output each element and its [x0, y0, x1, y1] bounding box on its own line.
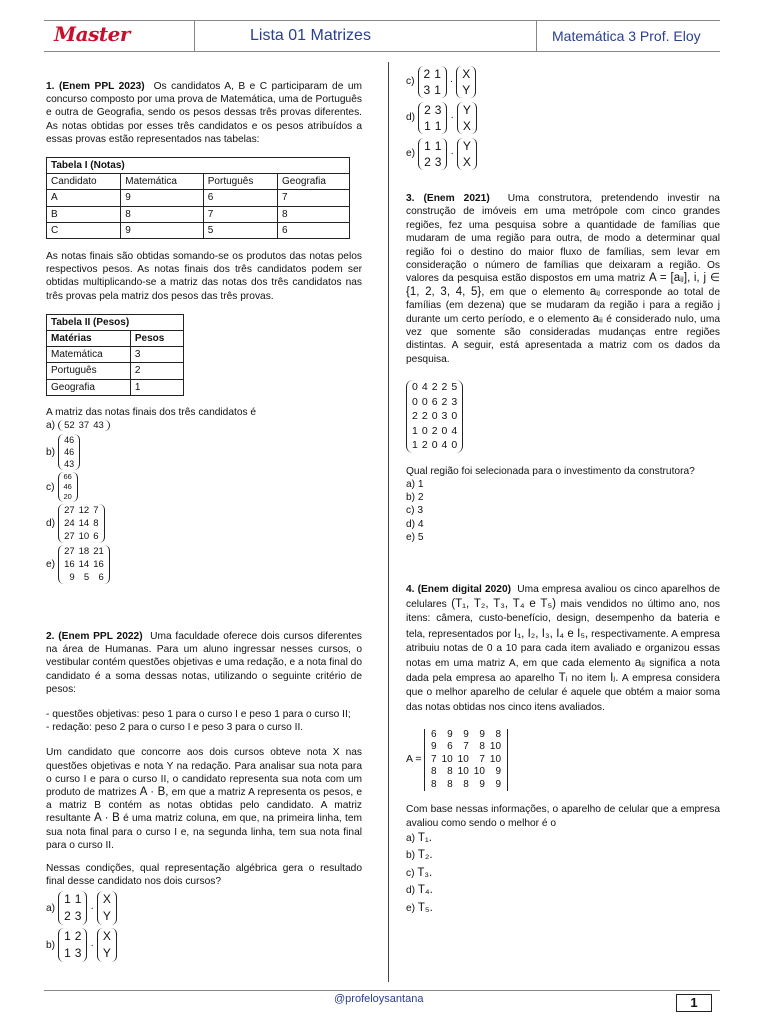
- matrix-cell: 20: [63, 492, 72, 502]
- matrix-cell: 7: [463, 741, 469, 753]
- page-footer: [44, 990, 720, 1013]
- q4-option: [406, 847, 720, 865]
- cell: 7: [203, 206, 277, 222]
- th: Português: [203, 174, 277, 190]
- formula: aᵢⱼ: [634, 657, 646, 670]
- q3-body3: corresponde ao total de famílias (em dezena) que se mudaram da região i para a região j durante um certo período, e o elemento: [406, 286, 720, 325]
- q1-body: Os candidatos A, B e C participaram de um concurso composto por uma prova de Matemática, uma de Português e outra de Geografia, sendo os pesos dessas três provas diferentes. As notas obtidas por esses três candidatos e os pesos atribuídos a essas provas estão representados nas tabelas:: [46, 81, 362, 145]
- q4-body3: respectivamente. A empresa atribuiu notas de 0 a 10 para cada item avaliado e organizou essas notas em uma matriz A, em que cada elemento: [406, 628, 720, 670]
- q3-body2: em que o elemento: [489, 286, 585, 298]
- option-value: T₄.: [417, 884, 433, 897]
- q4-options: [406, 830, 720, 918]
- q3-body1: Uma construtora, pretendendo investir na construção de imóveis em uma metrópole com cinco grandes regiões, fez uma pesquisa sobre a quantidade de famílias que mudaram de uma região para outra, de modo a determinar qual região foi o destino do maior fluxo de famílias, sem levar em consideração o número de famílias que deixaram a região. Os valores da pesquisa estão dispostos em uma matriz: [406, 193, 720, 285]
- matrix-cell: 2: [424, 103, 431, 117]
- weights-table: [46, 314, 184, 396]
- matrix-cell: 0: [421, 395, 428, 408]
- column-matrix: [58, 434, 80, 470]
- cell: 7: [278, 190, 350, 206]
- matrix-cell: Y: [462, 139, 471, 153]
- q1-question: A matriz das notas finais dos três candidatos é: [46, 406, 257, 418]
- option-label: a): [46, 902, 56, 914]
- column-vector: [97, 928, 117, 962]
- q1-option-d: [46, 504, 362, 543]
- matrix-cell: 2: [423, 67, 431, 81]
- matrix-cell: 52: [64, 420, 75, 432]
- matrix-cell: 8: [447, 766, 453, 778]
- matrix-cell: 9: [69, 572, 75, 584]
- q4-option: [406, 900, 720, 918]
- cell: Matemática: [47, 347, 131, 363]
- formula: Iⱼ.: [610, 672, 619, 685]
- matrix-cell: 9: [447, 728, 453, 740]
- th: Pesos: [130, 331, 183, 347]
- cell: C: [47, 222, 121, 238]
- q2-item2: - redação: peso 2 para o curso I e peso 3 para o curso II.: [46, 722, 304, 734]
- matrix-cell: 66: [63, 472, 72, 482]
- option-label: e): [406, 148, 416, 160]
- matrix-cell: 1: [434, 119, 442, 133]
- header-divider: [194, 21, 195, 51]
- cell: 5: [203, 222, 277, 238]
- option-label: d): [406, 112, 416, 124]
- matrix-cell: 0: [441, 424, 448, 437]
- q2-option-a: [46, 891, 362, 925]
- matrix-cell: 2: [431, 424, 438, 437]
- q2-continued: [406, 66, 720, 170]
- matrix-cell: 14: [78, 559, 90, 571]
- notes-table-caption: Tabela I (Notas): [47, 158, 350, 174]
- option-label: b): [406, 850, 416, 862]
- social-handle: @profeloysantana: [334, 993, 424, 1005]
- q3-option: d) 4: [406, 518, 424, 530]
- column-vector: [97, 891, 117, 925]
- cell: 3: [130, 347, 183, 363]
- matrix-cell: Y: [102, 909, 111, 924]
- matrix-cell: 2: [424, 155, 431, 169]
- matrix-cell: 2: [441, 381, 448, 394]
- q2-item1: - questões objetivas: peso 1 para o curso I e peso 1 para o curso II;: [46, 709, 351, 721]
- ratings-matrix: [424, 729, 507, 792]
- q4-body5: no item: [571, 673, 607, 685]
- matrix-cell: 3: [74, 909, 82, 924]
- matrix-cell: 0: [412, 395, 418, 408]
- table-row: [47, 206, 350, 222]
- column-divider: [388, 62, 389, 982]
- option-value: T₂.: [417, 849, 433, 862]
- q4-matrix-wrap: [406, 729, 720, 792]
- matrix-cell: 37: [78, 420, 90, 432]
- matrix-cell: 8: [93, 518, 99, 530]
- column-vector: [457, 138, 477, 170]
- matrix-cell: 1: [424, 139, 431, 153]
- matrix-cell: 3: [434, 103, 442, 117]
- matrix-cell: 9: [479, 778, 485, 790]
- q2-option-b: [46, 928, 362, 962]
- matrix-cell: 1: [74, 892, 82, 907]
- matrix-cell: X: [102, 929, 111, 944]
- dot-operator: ·: [90, 939, 94, 951]
- cell: Português: [47, 363, 131, 379]
- matrix-cell: 8: [430, 766, 437, 778]
- matrix-3x3: [58, 545, 110, 584]
- q3-body4: é considerado nulo, uma vez que somente são consideradas mudanças entre regiões distintas. A seguir, está apresentada a matriz com os dados da pesquisa.: [406, 313, 720, 365]
- option-label: e): [46, 559, 56, 571]
- matrix-cell: 10: [473, 766, 485, 778]
- q1-text2: As notas finais são obtidas somando-se os produtos das notas pelos respectivos pesos. As notas finais dos três candidatos podem ser obtidas multiplicando-se a matriz das notas dos três candidatos nas três provas pela matriz dos pesos das três provas.: [46, 251, 362, 302]
- dot-operator: ·: [90, 902, 94, 914]
- cell: 8: [121, 206, 204, 222]
- option-label: a): [46, 420, 56, 432]
- matrix-cell: 43: [93, 420, 104, 432]
- q2-body: Uma faculdade oferece dois cursos diferentes na área de Humanas. Para um aluno ingressar nesses cursos, o vestibular contém questões objetivas e uma redação, e a nota final do candidato é a soma dessas notas, utilizando o seguinte critério de pesos:: [46, 631, 363, 695]
- matrix-cell: 3: [423, 83, 431, 97]
- matrix-cell: 3: [451, 395, 458, 408]
- q3-option: c) 3: [406, 505, 423, 517]
- matrix-cell: 1: [412, 424, 418, 437]
- matrix-cell: 16: [93, 559, 104, 571]
- q3-option: b) 2: [406, 492, 424, 504]
- matrix-cell: 8: [430, 778, 437, 790]
- matrix-cell: 9: [463, 728, 469, 740]
- matrix-cell: 2: [421, 410, 428, 423]
- q4-body2: mais vendidos no último ano, nos itens: câmera, custo-benefício, design, desempenho da bateria e tela, representados por: [406, 599, 720, 640]
- option-value: T₅.: [417, 901, 433, 914]
- option-label: c): [46, 481, 55, 493]
- notes-table: [46, 157, 350, 239]
- matrix-cell: 46: [64, 447, 75, 458]
- matrix-cell: 27: [64, 546, 75, 558]
- matrix-cell: 10: [78, 531, 90, 543]
- option-label: c): [406, 76, 415, 88]
- formula: A = [aᵢⱼ],: [648, 272, 691, 285]
- matrix-cell: X: [102, 892, 111, 907]
- matrix-cell: 0: [421, 424, 428, 437]
- option-label: a): [406, 832, 416, 844]
- logo: Master: [54, 22, 130, 46]
- matrix-cell: 4: [441, 439, 448, 452]
- matrix-cell: 27: [64, 531, 75, 543]
- matrix-cell: 1: [434, 139, 442, 153]
- matrix-cell: 10: [489, 741, 502, 753]
- matrix-cell: Y: [462, 103, 471, 117]
- matrix-2x2: [418, 102, 447, 134]
- matrix-cell: 0: [412, 381, 418, 394]
- matrix-cell: 2: [421, 439, 428, 452]
- table-row: [47, 363, 184, 379]
- q2-body2a: Um candidato que concorre aos dois cursos obteve nota X nas questões objetivas e nota Y na redação. Para analisar sua nota para o curso I e para o curso II, o candidato representa sua nota com um produto de matrizes: [46, 747, 362, 799]
- matrix-cell: 1: [434, 67, 441, 81]
- matrix-cell: 9: [495, 766, 502, 778]
- matrix-cell: 3: [434, 155, 442, 169]
- matrix-cell: X: [462, 67, 471, 81]
- matrix-cell: 0: [451, 410, 458, 423]
- matrix-cell: 1: [434, 83, 441, 97]
- q4-body4: significa a nota dada pela empresa ao aparelho: [406, 658, 720, 685]
- page-title: Lista 01 Matrizes: [250, 27, 371, 44]
- matrix-cell: 16: [64, 559, 75, 571]
- matrix-cell: 1: [64, 929, 71, 944]
- q2-text2: [46, 746, 362, 852]
- q4-title: 4. (Enem digital 2020): [406, 584, 512, 595]
- matrix-cell: 3: [74, 946, 82, 961]
- matrix-cell: 10: [489, 753, 502, 765]
- q4-body6: A empresa considera que o melhor aparelho de celular é aquele que obtém a maior soma das notas obtidas nos cinco itens avaliados.: [406, 673, 720, 713]
- table-row: [47, 347, 184, 363]
- q3-matrix-wrap: [406, 380, 720, 453]
- q1-option-e: [46, 545, 362, 584]
- matrix-cell: 1: [412, 439, 418, 452]
- matrix-cell: 2: [431, 381, 438, 394]
- matrix-cell: 18: [78, 546, 90, 558]
- matrix-2x2: [418, 66, 447, 98]
- matrix-cell: 6: [98, 572, 104, 584]
- matrix-cell: 9: [495, 778, 502, 790]
- matrix-cell: 2: [64, 909, 71, 924]
- dot-operator: ·: [449, 76, 454, 88]
- matrix-cell: 4: [451, 424, 458, 437]
- matrix-cell: 0: [431, 410, 438, 423]
- q3-option: a) 1: [406, 478, 424, 490]
- matrix-cell: 14: [78, 518, 90, 530]
- matrix-cell: 12: [78, 505, 90, 517]
- column-vector: [457, 102, 477, 134]
- option-label: e): [406, 902, 416, 914]
- matrix-cell: 2: [412, 410, 418, 423]
- matrix-cell: 8: [479, 741, 485, 753]
- q4-body1: Uma empresa avaliou os cinco aparelhos de celulares: [406, 584, 720, 611]
- matrix-cell: 24: [64, 518, 75, 530]
- matrix-cell: Y: [462, 83, 471, 97]
- q3-question: Qual região foi selecionada para o investimento da construtora?: [406, 465, 695, 477]
- matrix-cell: 6: [93, 531, 99, 543]
- matrix-cell: 0: [431, 439, 438, 452]
- th: Candidato: [47, 174, 121, 190]
- q3-option: e) 5: [406, 531, 424, 543]
- matrix-cell: 5: [451, 381, 458, 394]
- matrix-cell: 43: [64, 459, 75, 470]
- matrix-cell: 46: [64, 435, 75, 446]
- th: Matérias: [47, 331, 131, 347]
- matrix-cell: X: [462, 119, 471, 133]
- matrix-cell: 4: [421, 381, 428, 394]
- option-label: b): [46, 939, 56, 951]
- option-label: d): [46, 518, 56, 530]
- q2-option-c: [406, 66, 720, 98]
- page-header: [44, 20, 720, 52]
- matrix-cell: 6: [431, 395, 438, 408]
- q3-title: 3. (Enem 2021): [406, 193, 490, 204]
- header-divider: [536, 21, 537, 51]
- matrix-cell: 9: [430, 741, 437, 753]
- matrix-cell: 10: [457, 766, 469, 778]
- q1-text: [46, 80, 362, 146]
- matrix-cell: 8: [463, 778, 469, 790]
- q4-question: Com base nessas informações, o aparelho de celular que a empresa avaliou como sendo o melhor é o: [406, 804, 720, 829]
- matrix-cell: 7: [430, 753, 437, 765]
- matrix-2x2: [418, 138, 447, 170]
- migration-matrix: [406, 380, 463, 453]
- matrix-cell: 21: [93, 546, 104, 558]
- q2-body2c: é uma matriz coluna, em que, na primeira linha, tem sua nota final para o curso I e, na segunda linha, tem sua nota final para o curso II.: [46, 813, 362, 851]
- formula: A · B: [94, 812, 120, 825]
- dot-operator: ·: [450, 148, 454, 160]
- q1-option-b: [46, 434, 362, 470]
- q4-option: [406, 882, 720, 900]
- formula: I₁, I₂, I₃, I₄ e I₅,: [514, 627, 589, 640]
- matrix-3x3: [58, 504, 104, 543]
- question-4: [406, 583, 720, 917]
- formula: aᵢᵢ: [592, 312, 603, 325]
- matrix-cell: 1: [64, 892, 71, 907]
- matrix-cell: 7: [93, 505, 99, 517]
- matrix-cell: 3: [441, 410, 448, 423]
- matrix-cell: 2: [441, 395, 448, 408]
- cell: 8: [278, 206, 350, 222]
- formula: (T₁, T₂, T₃, T₄ e T₅): [451, 598, 556, 611]
- option-value: T₁.: [417, 831, 433, 844]
- matrix-cell: 8: [447, 778, 453, 790]
- q2-question: Nessas condições, qual representação algébrica gera o resultado final desse candidato nos dois cursos?: [46, 863, 362, 888]
- weights-table-caption: Tabela II (Pesos): [47, 314, 184, 330]
- q4-option: [406, 830, 720, 848]
- matrix-cell: 1: [64, 946, 71, 961]
- cell: B: [47, 206, 121, 222]
- matrix-2x2: [58, 891, 87, 925]
- q4-option: [406, 865, 720, 883]
- q1-option-c: [46, 472, 362, 502]
- cell: 6: [203, 190, 277, 206]
- cell: 6: [278, 222, 350, 238]
- question-2: [46, 630, 362, 962]
- formula: aᵢⱼ: [589, 285, 601, 298]
- matrix-cell: 10: [457, 753, 469, 765]
- cell: A: [47, 190, 121, 206]
- q2-option-e: [406, 138, 720, 170]
- option-label: d): [406, 885, 416, 897]
- matrix-cell: 5: [83, 572, 90, 584]
- matrix-2x2: [58, 928, 87, 962]
- option-value: T₃.: [417, 866, 433, 879]
- option-label: b): [46, 446, 56, 458]
- matrix-cell: 2: [74, 929, 82, 944]
- th: Geografia: [278, 174, 350, 190]
- q2-option-d: [406, 102, 720, 134]
- subject-title: Matemática 3 Prof. Eloy: [552, 28, 701, 44]
- table-row: [47, 379, 184, 395]
- column-matrix: [58, 472, 78, 502]
- cell: 9: [121, 190, 204, 206]
- cell: 2: [130, 363, 183, 379]
- dot-operator: ·: [450, 112, 454, 124]
- cell: 1: [130, 379, 183, 395]
- q4-text: [406, 583, 720, 715]
- page-number: 1: [676, 994, 712, 1012]
- formula: Tᵢ: [558, 672, 568, 685]
- option-label: c): [406, 867, 415, 879]
- table-row: [47, 190, 350, 206]
- cell: 9: [121, 222, 204, 238]
- matrix-cell: 6: [447, 741, 453, 753]
- table-row: [47, 222, 350, 238]
- matrix-cell: 46: [63, 482, 72, 492]
- formula: i, j ∈ {1, 2, 3, 4, 5},: [406, 272, 720, 298]
- q2-title: 2. (Enem PPL 2022): [46, 631, 143, 642]
- question-3: [406, 192, 720, 544]
- th: Matemática: [121, 174, 204, 190]
- matrix-cell: 8: [495, 728, 502, 740]
- q2-text: [46, 630, 362, 696]
- cell: Geografia: [47, 379, 131, 395]
- matrix-cell: 9: [479, 728, 485, 740]
- q1-option-a: [46, 419, 362, 432]
- matrix-cell: 1: [424, 119, 431, 133]
- q1-title: 1. (Enem PPL 2023): [46, 81, 145, 92]
- q3-text: [406, 192, 720, 366]
- matrix-cell: Y: [102, 946, 111, 961]
- row-matrix: [58, 420, 110, 431]
- column-vector: [456, 66, 476, 98]
- matrix-cell: 6: [430, 728, 437, 740]
- matrix-label: A =: [406, 753, 422, 766]
- q2-body2b: em que a matriz A representa os pesos, e a matriz B contém as notas obtidas pelo candidato. A matriz resultante: [46, 787, 363, 825]
- matrix-cell: X: [462, 155, 471, 169]
- question-1: [46, 80, 362, 584]
- formula: A · B,: [139, 786, 169, 799]
- matrix-cell: 27: [64, 505, 75, 517]
- matrix-cell: 7: [479, 753, 485, 765]
- matrix-cell: 0: [451, 439, 458, 452]
- matrix-cell: 10: [441, 753, 453, 765]
